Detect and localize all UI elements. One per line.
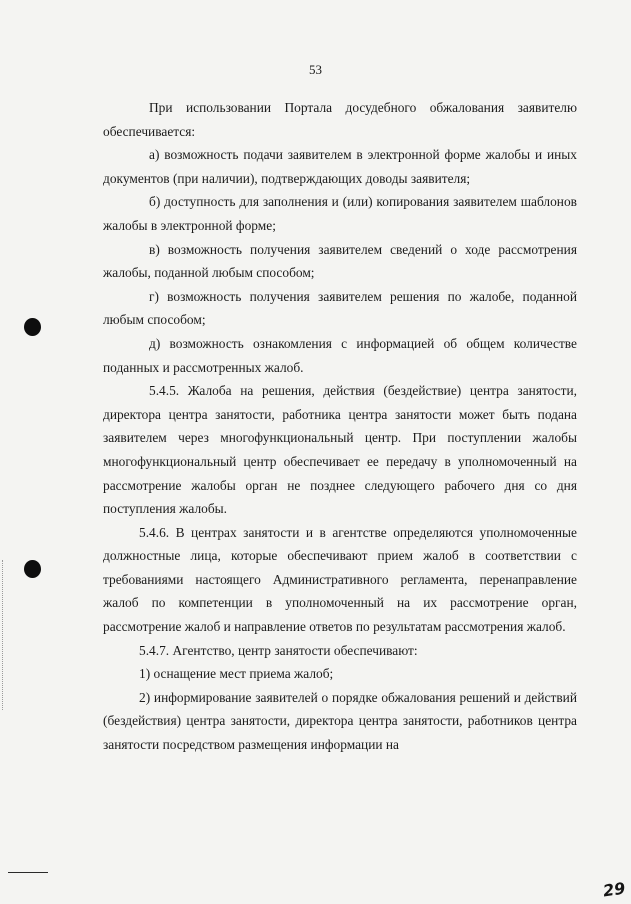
punch-hole-bottom (24, 560, 41, 578)
paragraph-item-a: а) возможность подачи заявителем в электронной форме жалобы и иных документов (при наличии), подтверждающих доводы заявителя; (103, 147, 577, 186)
paragraph-5-4-5: 5.4.5. Жалоба на решения, действия (бездействие) центра занятости, директора центра занятости, работника центра занятости может быть подана заявителем через многофункциональный центр. При поступлении жалобы многофункциональный центр обеспечивает ее передачу в уполномоченный на рассмотрение жалобы орган не позднее следующего рабочего дня со дня поступления жалобы. (103, 383, 577, 517)
paragraph-intro: При использовании Портала досудебного обжалования заявителю обеспечивается: (103, 100, 577, 139)
footnote-divider (8, 872, 48, 873)
paragraph-item-d: д) возможность ознакомления с информацией об общем количестве поданных и рассмотренных жалоб. (103, 335, 577, 375)
paragraph-5-4-7: 5.4.7. Агентство, центр занятости обеспечивают: (139, 642, 418, 658)
paragraph-5-4-6: 5.4.6. В центрах занятости и в агентстве определяются уполномоченные должностные лица, которые обеспечивают прием жалоб в соответствии с требованиями настоящего Административного регламента, перенаправление жалоб по компетенции в уполномоченный на их рассмотрение орган, рассмотрение жалоб и направление ответов по результатам рассмотрения жалоб. (103, 524, 577, 635)
paragraph-item-2: 2) информирование заявителей о порядке обжалования решений и действий (бездействия) центра занятости, директора центра занятости, работников центра занятости посредством размещения информации на (103, 689, 577, 753)
handwritten-page-number: 29 (601, 878, 627, 901)
paragraph-item-g: г) возможность получения заявителем решения по жалобе, поданной любым способом; (103, 288, 577, 328)
paragraph-item-b: б) доступность для заполнения и (или) копирования заявителем шаблонов жалобы в электронной форме; (103, 194, 577, 233)
scan-margin-mark (2, 560, 4, 710)
page-number: 53 (309, 62, 322, 77)
document-body (103, 96, 577, 757)
paragraph-item-1: 1) оснащение мест приема жалоб; (139, 666, 334, 682)
punch-hole-top (24, 318, 41, 336)
paragraph-item-v: в) возможность получения заявителем сведений о ходе рассмотрения жалобы, поданной любым способом; (103, 241, 577, 281)
